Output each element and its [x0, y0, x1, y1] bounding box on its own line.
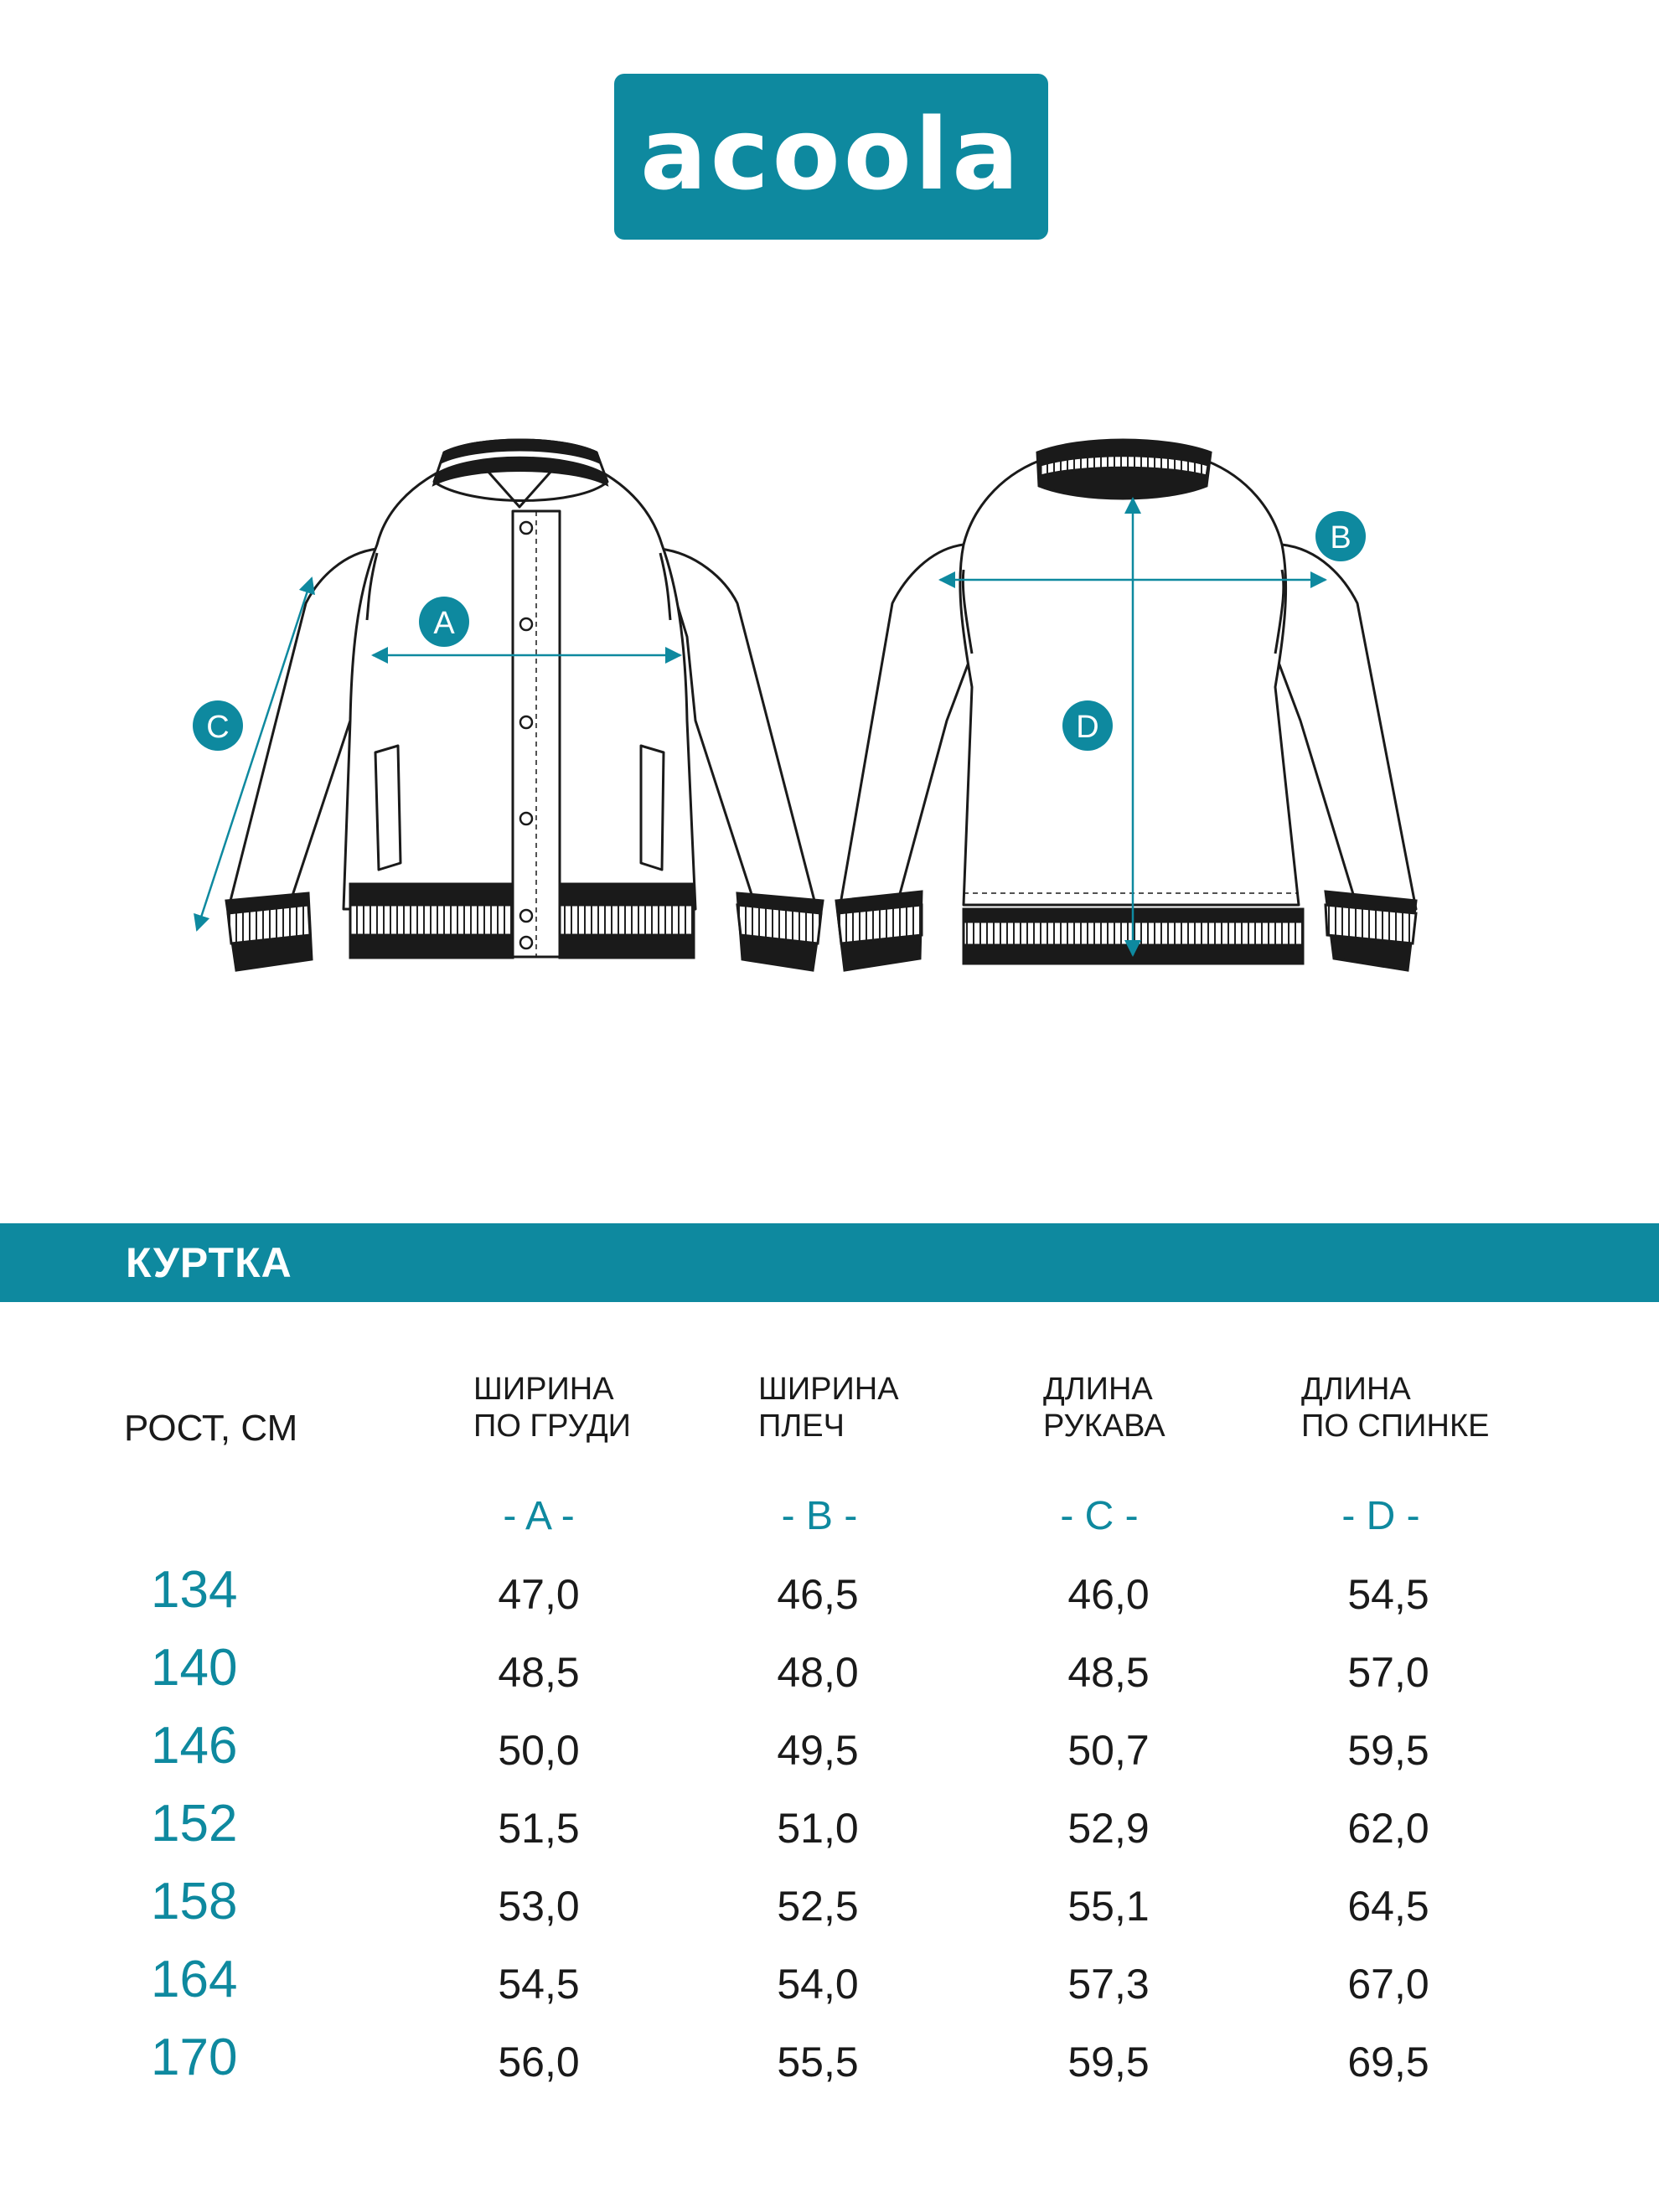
height-value: 140: [151, 1639, 238, 1697]
column-letter-a: - A -: [503, 1494, 575, 1538]
height-value: 158: [151, 1873, 238, 1930]
table-cell: 51,0: [777, 1805, 859, 1852]
table-cell: 69,5: [1347, 2039, 1429, 2085]
row-header-height: РОСТ, СМ: [124, 1408, 298, 1449]
column-header-back-length: ДЛИНА ПО СПИНКЕ: [1301, 1372, 1490, 1444]
table-cell: 48,0: [777, 1649, 859, 1696]
height-value: 152: [151, 1795, 238, 1853]
table-cell: 49,5: [777, 1727, 859, 1774]
jacket-diagram: [0, 402, 1659, 1005]
marker-d: [1062, 700, 1113, 751]
table-cell: 55,5: [777, 2039, 859, 2085]
svg-text:C: C: [206, 710, 230, 745]
table-cell: 48,5: [498, 1649, 580, 1696]
table-cell: 46,5: [777, 1571, 859, 1618]
table-cell: 50,0: [498, 1727, 580, 1774]
height-value: 146: [151, 1717, 238, 1775]
column-letter-d: - D -: [1341, 1494, 1420, 1538]
svg-text:D: D: [1076, 710, 1099, 745]
marker-c: [193, 700, 243, 751]
table-cell: 54,0: [777, 1961, 859, 2008]
marker-b: [1315, 511, 1366, 561]
table-cell: 56,0: [498, 2039, 580, 2085]
svg-text:B: B: [1330, 520, 1351, 556]
marker-a: [419, 597, 469, 647]
table-cell: 47,0: [498, 1571, 580, 1618]
table-cell: 59,5: [1067, 2039, 1150, 2085]
table-cell: 52,9: [1067, 1805, 1150, 1852]
table-cell: 59,5: [1347, 1727, 1429, 1774]
height-value: 170: [151, 2029, 238, 2086]
table-cell: 55,1: [1067, 1883, 1150, 1930]
column-header-shoulders: ШИРИНА ПЛЕЧ: [758, 1372, 899, 1444]
svg-text:A: A: [433, 606, 455, 641]
height-value: 134: [151, 1561, 238, 1619]
table-cell: 57,3: [1067, 1961, 1150, 2008]
section-title: КУРТКА: [126, 1239, 292, 1286]
table-cell: 64,5: [1347, 1883, 1429, 1930]
column-header-chest: ШИРИНА ПО ГРУДИ: [473, 1372, 631, 1444]
table-cell: 52,5: [777, 1883, 859, 1930]
column-letter-b: - B -: [781, 1494, 858, 1538]
table-cell: 67,0: [1347, 1961, 1429, 2008]
table-cell: 48,5: [1067, 1649, 1150, 1696]
table-cell: 62,0: [1347, 1805, 1429, 1852]
column-letter-c: - C -: [1060, 1494, 1139, 1538]
brand-logo-text: acoola: [640, 96, 1022, 212]
table-cell: 53,0: [498, 1883, 580, 1930]
section-banner: [0, 1223, 1659, 1302]
table-cell: 54,5: [1347, 1571, 1429, 1618]
brand-logo: [614, 74, 1048, 240]
column-header-sleeve: ДЛИНА РУКАВА: [1043, 1372, 1165, 1444]
table-cell: 51,5: [498, 1805, 580, 1852]
jacket-front: [230, 440, 814, 957]
table-cell: 54,5: [498, 1961, 580, 2008]
table-cell: 46,0: [1067, 1571, 1150, 1618]
table-cell: 50,7: [1067, 1727, 1150, 1774]
table-cell: 57,0: [1347, 1649, 1429, 1696]
height-value: 164: [151, 1951, 238, 2008]
